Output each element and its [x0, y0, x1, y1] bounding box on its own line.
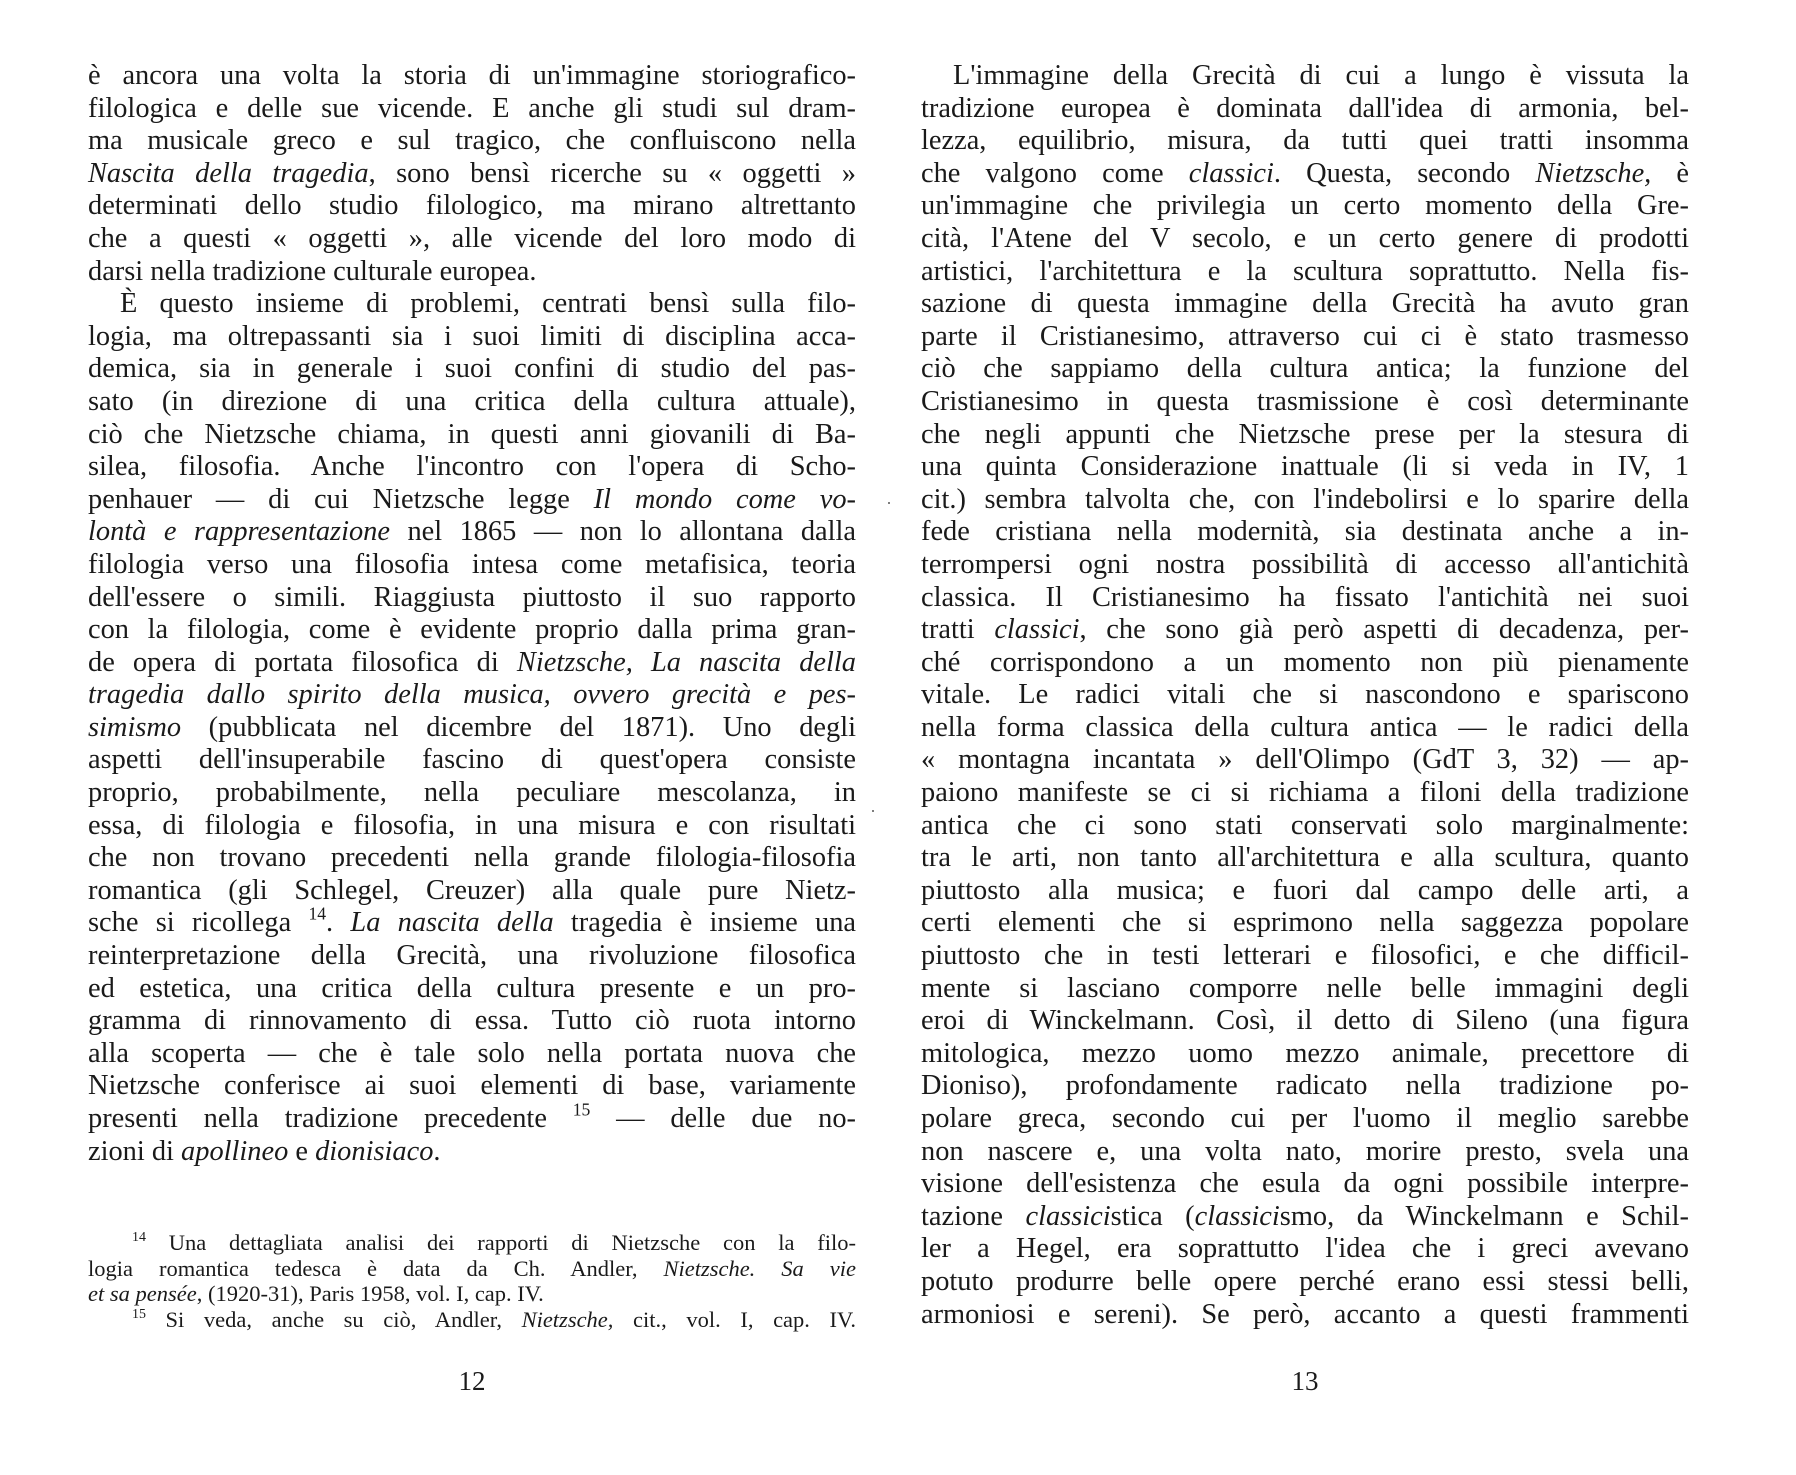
text-line: silea, filosofia. Anche l'incontro con l'opera di Scho-: [88, 451, 856, 483]
text-line: tratti classici, che sono già però aspetti di decadenza, per-: [921, 614, 1689, 646]
text-line: de opera di portata filosofica di Nietzsche, La nascita della: [88, 646, 856, 678]
text-line: terrompersi ogni nostra possibilità di accesso all'antichità: [921, 548, 1689, 580]
page-number: 12: [458, 1366, 486, 1396]
text-line: ciò che sappiamo della cultura antica; la funzione del: [921, 353, 1689, 385]
text-line: tragedia dallo spirito della musica, ovvero grecità e pes-: [88, 679, 856, 711]
text-line: zioni di apollineo e dionisiaco.: [88, 1135, 441, 1167]
text-line: potuto produrre belle opere perché erano essi stessi belli,: [921, 1265, 1689, 1297]
text-line: filologia verso una filosofia intesa come metafisica, teoria: [88, 548, 856, 580]
footnotes: [88, 1230, 856, 1332]
text-line: simismo (pubblicata nel dicembre del 1871). Uno degli: [88, 711, 856, 743]
page-number: 13: [1291, 1366, 1319, 1396]
text-line: non nascere e, una volta nato, morire presto, svela una: [921, 1135, 1689, 1167]
text-line: nella forma classica della cultura antica — le radici della: [921, 711, 1689, 743]
text-line: mente si lasciano comporre nelle belle immagini degli: [921, 972, 1689, 1004]
text-line: È questo insieme di problemi, centrati bensì sulla filo-: [120, 288, 856, 320]
text-line: ed estetica, una critica della cultura presente e un pro-: [88, 972, 856, 1004]
footnote-line: et sa pensée, (1920-31), Paris 1958, vol. I, cap. IV.: [88, 1281, 544, 1306]
text-line: lezza, equilibrio, misura, da tutti quei tratti insomma: [921, 125, 1689, 157]
text-line: Dioniso), profondamente radicato nella tradizione po-: [921, 1070, 1689, 1102]
text-line: determinati dello studio filologico, ma mirano altrettanto: [88, 190, 856, 222]
text-line: filologica e delle sue vicende. E anche gli studi sul dram-: [88, 92, 856, 124]
text-line: paiono manifeste se ci si richiama a filoni della tradizione: [921, 777, 1689, 809]
text-line: eroi di Winckelmann. Così, il detto di Sileno (una figura: [921, 1005, 1689, 1037]
text-line: tra le arti, non tanto all'architettura e alla scultura, quanto: [921, 842, 1689, 874]
text-line: darsi nella tradizione culturale europea.: [88, 255, 537, 287]
text-line: ma musicale greco e sul tragico, che confluiscono nella: [88, 125, 856, 157]
text-line: aspetti dell'insuperabile fascino di quest'opera consiste: [88, 744, 856, 776]
scan-speck: [872, 810, 874, 812]
text-line: gramma di rinnovamento di essa. Tutto ciò ruota intorno: [88, 1005, 856, 1037]
text-line: cità, l'Atene del V secolo, e un certo genere di prodotti: [921, 222, 1689, 254]
footnote-line: $^{14}$ Una dettagliata analisi dei rapporti di Nietzsche con la filo-: [132, 1229, 856, 1255]
footnote-line: $^{15}$ Si veda, anche su ciò, Andler, Nietzsche, cit., vol. I, cap. IV.: [132, 1306, 856, 1332]
text-line: demica, sia in generale i suoi confini di studio del pas-: [88, 353, 856, 385]
text-line: cit.) sembra talvolta che, con l'indebolirsi e lo sparire della: [921, 483, 1689, 515]
text-line: L'immagine della Grecità di cui a lungo è vissuta la: [953, 60, 1689, 91]
text-line: sazione di questa immagine della Grecità ha avuto gran: [921, 288, 1689, 320]
text-line: piuttosto che in testi letterari e filosofici, e che difficil-: [921, 940, 1689, 972]
text-line: ché corrispondono a un momento non più pienamente: [921, 646, 1689, 678]
text-line: ciò che Nietzsche chiama, in questi anni giovanili di Ba-: [88, 418, 856, 450]
text-line: romantica (gli Schlegel, Creuzer) alla quale pure Nietz-: [88, 874, 856, 906]
text-line: lontà e rappresentazione nel 1865 — non lo allontana dalla: [88, 516, 856, 548]
text-line: artistici, l'architettura e la scultura soprattutto. Nella fis-: [921, 255, 1689, 287]
text-line: Cristianesimo in questa trasmissione è così determinante: [921, 385, 1689, 417]
text-line: piuttosto alla musica; e fuori dal campo delle arti, a: [921, 874, 1689, 906]
text-line: polare greca, secondo cui per l'uomo il meglio sarebbe: [921, 1103, 1689, 1134]
text-line: è ancora una volta la storia di un'immagine storiografico-: [88, 60, 856, 91]
text-line: Nietzsche conferisce ai suoi elementi di base, variamente: [88, 1070, 856, 1102]
text-line: mitologica, mezzo uomo mezzo animale, precettore di: [921, 1037, 1689, 1069]
text-line: ler a Hegel, era soprattutto l'idea che i greci avevano: [921, 1233, 1689, 1265]
text-line: un'immagine che privilegia un certo momento della Gre-: [921, 190, 1689, 222]
text-line: dell'essere o simili. Riaggiusta piuttosto il suo rapporto: [88, 581, 856, 613]
text-line: che negli appunti che Nietzsche prese per la stesura di: [921, 418, 1689, 450]
text-line: parte il Cristianesimo, attraverso cui ci è stato trasmesso: [921, 320, 1689, 352]
text-line: Nascita della tragedia, sono bensì ricerche su « oggetti »: [88, 157, 856, 189]
text-line: con la filologia, come è evidente proprio dalla prima gran-: [88, 614, 856, 646]
text-line: presenti nella tradizione precedente $^{15}$ — delle due no-: [88, 1099, 856, 1134]
text-line: vitale. Le radici vitali che si nascondono e spariscono: [921, 679, 1689, 711]
scan-speck: [888, 502, 890, 504]
text-line: reinterpretazione della Grecità, una rivoluzione filosofica: [88, 940, 856, 972]
text-line: logia, ma oltrepassanti sia i suoi limiti di disciplina acca-: [88, 320, 856, 352]
text-line: classica. Il Cristianesimo ha fissato l'antichità nei suoi: [921, 581, 1689, 613]
text-line: che valgono come classici. Questa, secondo Nietzsche, è: [921, 157, 1689, 189]
text-line: tazione classicistica (classicismo, da Winckelmann e Schil-: [921, 1200, 1689, 1232]
text-line: fede cristiana nella modernità, sia destinata anche a in-: [921, 516, 1689, 548]
text-line: sche si ricollega $^{14}$. La nascita della tragedia è insieme una: [88, 904, 856, 939]
text-line: penhauer — di cui Nietzsche legge Il mondo come vo-: [88, 483, 856, 515]
text-line: alla scoperta — che è tale solo nella portata nuova che: [88, 1037, 856, 1069]
left-page-body: [88, 60, 856, 1168]
text-line: tradizione europea è dominata dall'idea di armonia, bel-: [921, 92, 1689, 124]
text-line: sato (in direzione di una critica della cultura attuale),: [88, 385, 856, 417]
text-line: proprio, probabilmente, nella peculiare mescolanza, in: [88, 777, 856, 809]
right-page-body: [921, 60, 1689, 1331]
text-line: una quinta Considerazione inattuale (li si veda in IV, 1: [921, 451, 1689, 483]
text-line: che non trovano precedenti nella grande filologia-filosofia: [88, 842, 856, 874]
text-line: antica che ci sono stati conservati solo marginalmente:: [921, 809, 1689, 841]
text-line: armoniosi e sereni). Se però, accanto a questi frammenti: [921, 1298, 1689, 1330]
text-line: visione dell'esistenza che esula da ogni possibile interpre-: [921, 1168, 1689, 1200]
text-line: « montagna incantata » dell'Olimpo (GdT 3, 32) — ap-: [921, 744, 1689, 776]
text-line: certi elementi che si esprimono nella saggezza popolare: [921, 907, 1689, 939]
footnote-line: logia romantica tedesca è data da Ch. Andler, Nietzsche. Sa vie: [88, 1255, 856, 1281]
text-line: che a questi « oggetti », alle vicende del loro modo di: [88, 222, 856, 254]
text-line: essa, di filologia e filosofia, in una misura e con risultati: [88, 809, 856, 841]
